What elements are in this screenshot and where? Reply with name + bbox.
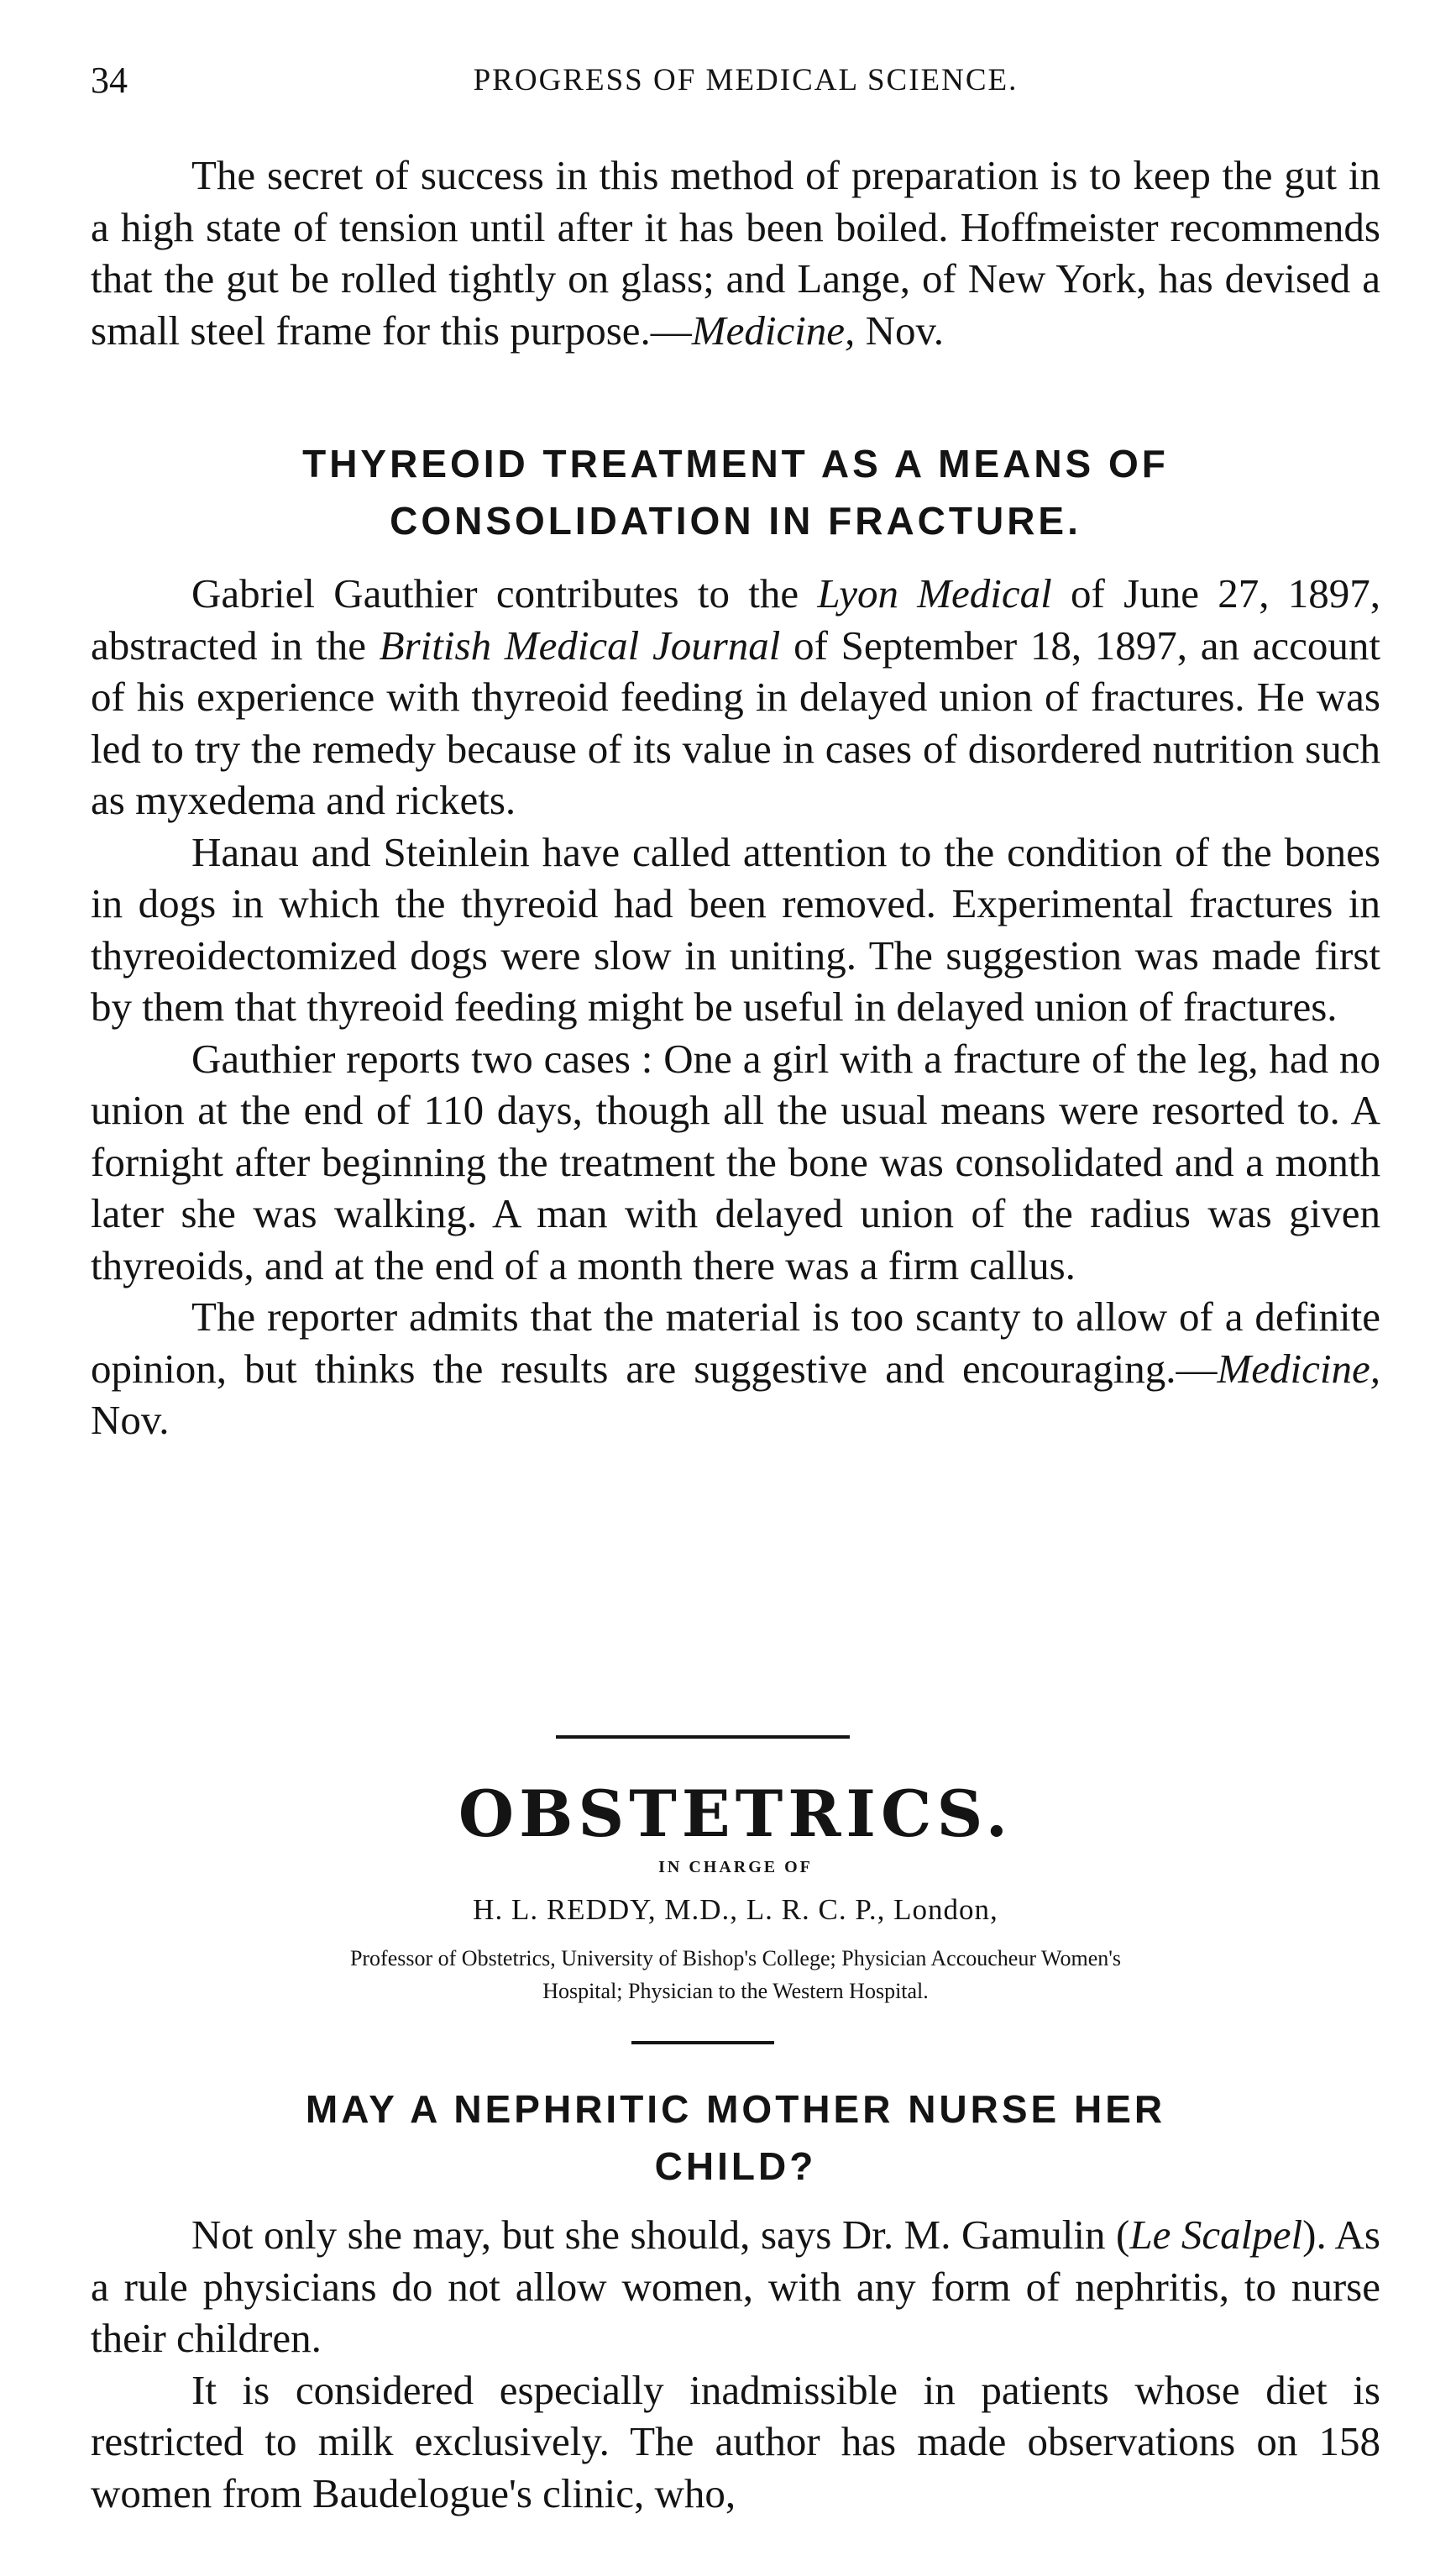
article-body-nephritic [91, 2209, 1380, 2519]
page-number: 34 [91, 60, 128, 101]
section-title-obstetrics: OBSTETRICS. [458, 1776, 1013, 1851]
paragraph: It is considered especially inadmissible in patients whose diet is restricted to milk exclusively. The author has made observations on 158 women from Baudelogue's clinic, who, [91, 2366, 1380, 2516]
section-affiliation: Professor of Obstetrics, University of Bishop's College; Physician Accoucheur Women's Hospital; Physician to the Western Hospital. [349, 1946, 1122, 2003]
article-body-thyreoid [91, 568, 1380, 1446]
running-title: PROGRESS OF MEDICAL SCIENCE. [473, 63, 1019, 97]
divider-rule [556, 1735, 850, 1739]
intro-paragraph: The secret of success in this method of preparation is to keep the gut in a high state of tension until after it has been boiled. Hoffmeister recommends that the gut be rolled tightly on glass; and Lange, of New York, has devised a small steel frame for this purpose.—Medicine, Nov. [91, 152, 1380, 354]
section-editor: H. L. REDDY, M.D., L. R. C. P., London, [473, 1893, 998, 1926]
paragraph: Gabriel Gauthier contributes to the Lyon Medical of June 27, 1897, abstracted in the British Medical Journal of September 18, 1897, an account of his experience with thyreoid feeding in delayed union of fractures. He was led to try the remedy because of its value in cases of disordered nutrition such as myxedema and rickets. [91, 570, 1381, 823]
in-charge-label: IN CHARGE OF [658, 1858, 813, 1876]
article-title-thyreoid: THYREOID TREATMENT AS A MEANS OF CONSOLIDATION IN FRACTURE. [302, 442, 1169, 543]
paragraph: Not only she may, but she should, says Dr. M. Gamulin (Le Scalpel). As a rule physicians do not allow women, with any form of nephritis, to nurse their children. [91, 2212, 1380, 2361]
paragraph: Gauthier reports two cases : One a girl with a fracture of the leg, had no union at the end of 110 days, though all the usual means were resorted to. A fornight after beginning the treatment the bone was consolidated and a month later she was walking. A man with delayed union of the radius was given thyreoids, and at the end of a month there was a firm callus. [91, 1035, 1380, 1288]
paragraph: Hanau and Steinlein have called attention to the condition of the bones in dogs in which the thyreoid had been removed. Experimental fractures in thyreoidectomized dogs were slow in uniting. The suggestion was made first by them that thyreoid feeding might be useful in delayed union of fractures. [91, 828, 1380, 1030]
intro-source: Medicine, [691, 307, 856, 354]
page-header [91, 59, 1401, 109]
paragraph: The reporter admits that the material is too scanty to allow of a definite opinion, but thinks the results are suggestive and encouraging.—Medicine, Nov. [91, 1293, 1380, 1443]
article-title-nephritic: MAY A NEPHRITIC MOTHER NURSE HER CHILD? [305, 2087, 1166, 2188]
divider-rule-short [631, 2041, 774, 2044]
